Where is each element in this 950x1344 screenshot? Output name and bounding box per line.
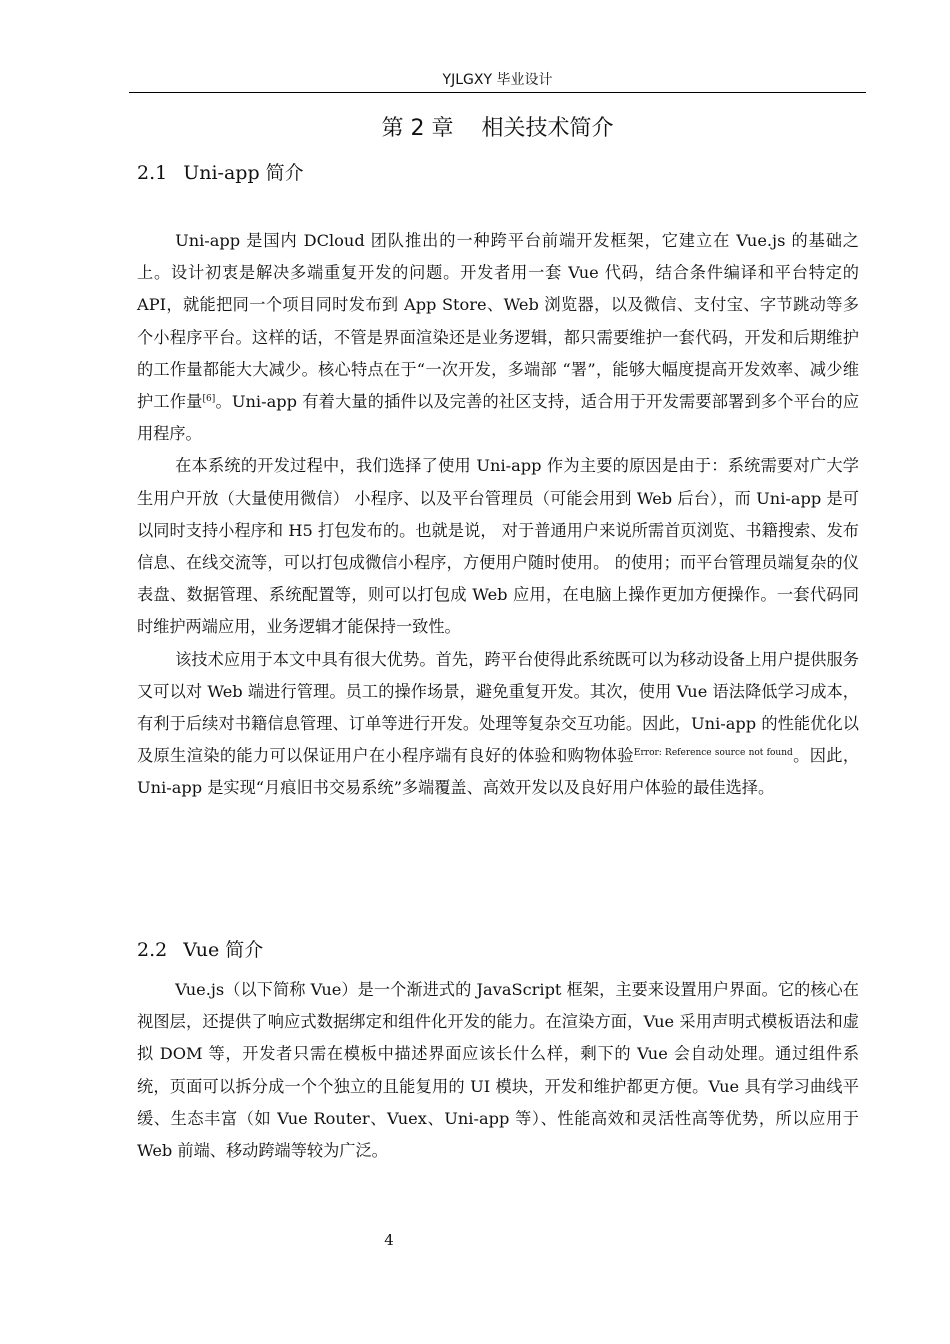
header-rule: [129, 92, 866, 93]
chapter-number: 第 2 章: [381, 116, 454, 141]
section-title: Vue 简介: [183, 939, 264, 961]
running-header: YJLGXY 毕业设计: [442, 72, 553, 88]
paragraph: [137, 225, 859, 450]
paragraph: 在本系统的开发过程中，我们选择了使用 Uni-app 作为主要的原因是由于：系统需要对广大学生用户开放（大量使用微信） 小程序、以及平台管理员（可能会用到 Web 后台），而 Uni-app 是可以同时支持小程序和 H5 打包发布的。也就是说， 对于普通用户来说所需首页浏览、书籍搜索、发布信息、在线交流等，可以打包成微信小程序，方便用户随时使用。 的使用；而平台管理员端复杂的仪表盘、数据管理、系统配置等，则可以打包成 Web 应用，在电脑上操作更加方便操作。一套代码同时维护两端应用，业务逻辑才能保持一致性。: [137, 456, 859, 637]
citation-ref: [6]: [202, 394, 216, 405]
section-title: Uni-app 简介: [183, 162, 304, 184]
section-number: 2.1: [137, 162, 168, 184]
chapter-heading: [129, 112, 866, 146]
paragraph-text: Uni-app 是国内 DCloud 团队推出的一种跨平台前端开发框架，它建立在 Vue.js 的基础之上。设计初衷是解决多端重复开发的问题。开发者用一套 Vue 代码，结合条件编译和平台特定的 API，就能把同一个项目同时发布到 App Store、Web 浏览器，以及微信、支付宝、字节跳动等多个小程序平台。这样的话，不管是界面渲染还是业务逻辑，都只需要维护一套代码，开发和后期维护的工作量都能大大减少。核心特点在于“一次开发，多端部 “署”，能够大幅度提高开发效率、减少维护工作量: [137, 231, 859, 412]
paragraph: [137, 644, 859, 805]
paragraph-text: 。Uni-app 有着大量的插件以及完善的社区支持，适合用于开发需要部署到多个平台的应用程序。: [137, 392, 860, 444]
section-number: 2.2: [137, 939, 168, 961]
section-2-1-body: [137, 225, 859, 805]
section-heading-2-1: [137, 158, 304, 188]
paragraph-text: 。因此，Uni-app 是实现“月痕旧书交易系统”多端覆盖、高效开发以及良好用户体验的最佳选择。: [137, 746, 860, 798]
paragraph: Vue.js（以下简称 Vue）是一个渐进式的 JavaScript 框架，主要来设置用户界面。它的核心在视图层，还提供了响应式数据绑定和组件化开发的能力。在渲染方面，Vue 采用声明式模板语法和虚拟 DOM 等，开发者只需在模板中描述界面应该长什么样，剩下的 Vue 会自动处理。通过组件系统，页面可以拆分成一个个独立的且能复用的 UI 模块，开发和维护都更方便。Vue 具有学习曲线平缓、生态丰富（如 Vue Router、Vuex、Uni-app 等）、性能高效和灵活性高等优势，所以应用于 Web 前端、移动跨端等较为广泛。: [137, 980, 859, 1161]
section-2-2-body: [137, 974, 859, 1167]
chapter-title: 相关技术简介: [481, 116, 614, 141]
page-number: 4: [384, 1231, 394, 1249]
paragraph-text: 该技术应用于本文中具有很大优势。首先，跨平台使得此系统既可以为移动设备上用户提供服务又可以对 Web 端进行管理。员工的操作场景，避免重复开发。其次，使用 Vue 语法降低学习成本，有利于后续对书籍信息管理、订单等进行开发。处理等复杂交互功能。因此，Uni-app 的性能优化以及原生渲染的能力可以保证用户在小程序端有良好的体验和购物体验: [137, 649, 859, 766]
section-heading-2-2: [137, 935, 263, 965]
citation-error: Error: Reference source not found: [633, 748, 793, 759]
